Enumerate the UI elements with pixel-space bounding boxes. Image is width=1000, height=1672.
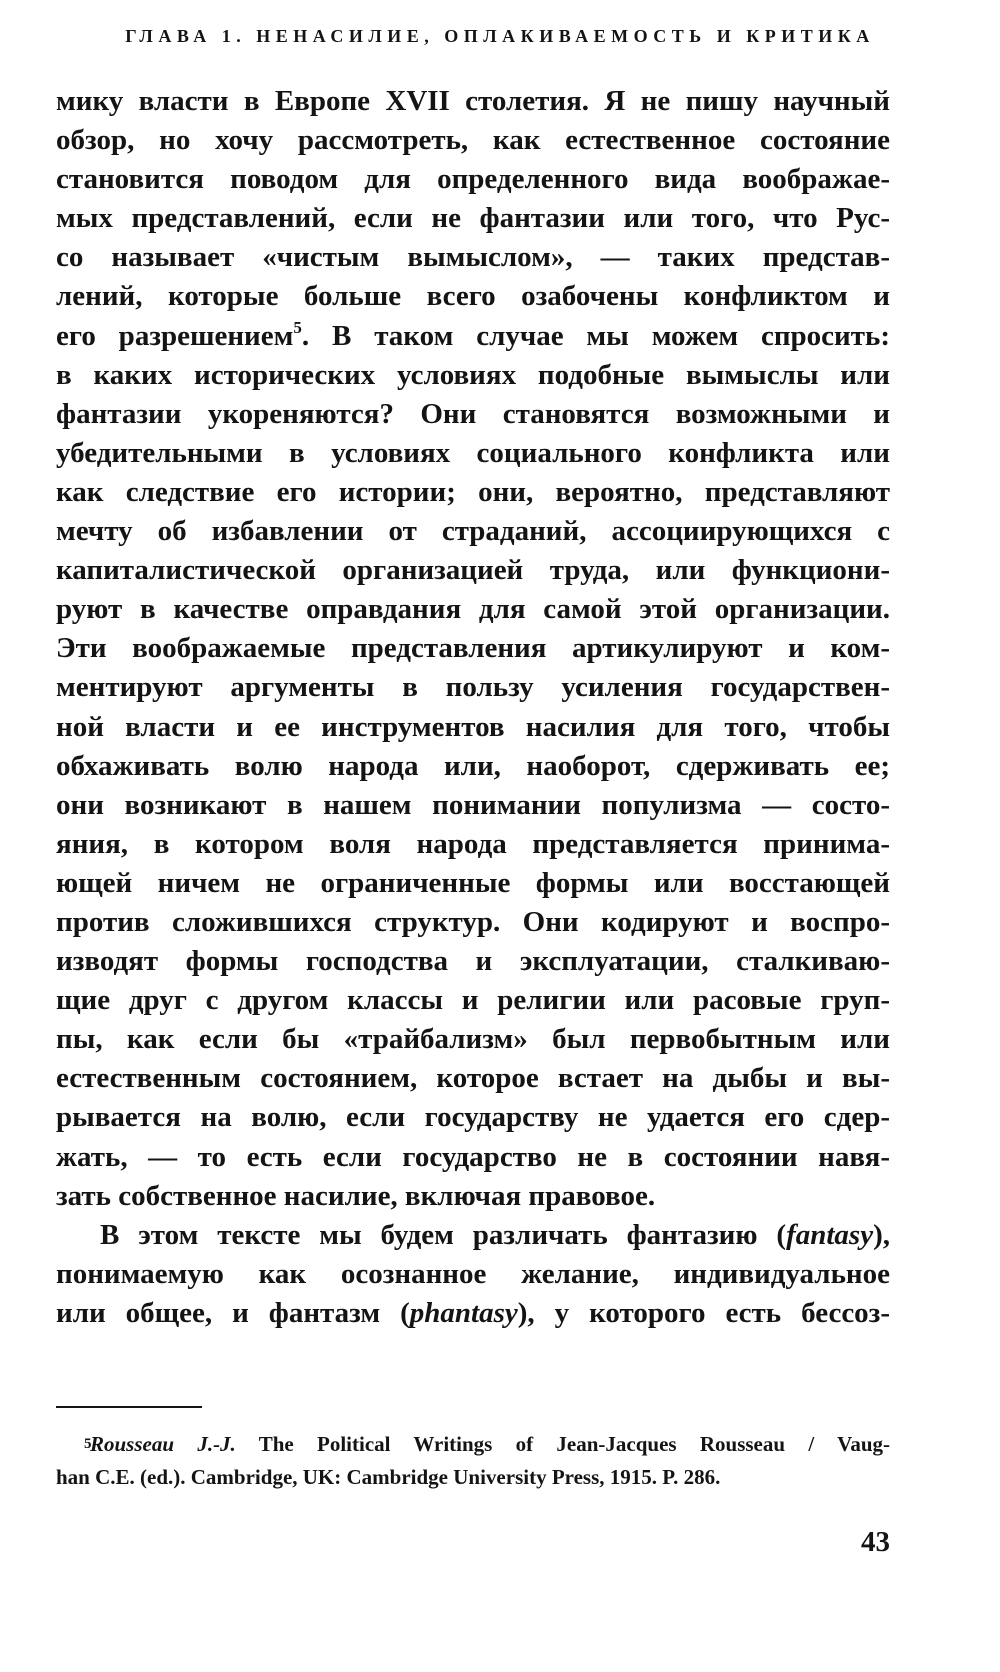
text-line: руют в качестве оправдания для самой этой организации. bbox=[56, 593, 890, 626]
text-line: обзор, но хочу рассмотреть, как естественное состояние bbox=[56, 124, 890, 157]
text-segment: ), у которого есть бессоз- bbox=[517, 1296, 890, 1329]
page-number: 43 bbox=[861, 1526, 890, 1558]
text-line: щие друг с другом классы и религии или расовые груп- bbox=[56, 984, 890, 1017]
text-line bbox=[56, 1216, 890, 1255]
text-line: мых представлений, если не фантазии или того, что Рус- bbox=[56, 202, 890, 235]
text-line: естественным состоянием, которое встает на дыбы и вы- bbox=[56, 1062, 890, 1095]
text-line: яния, в котором воля народа представляется принима- bbox=[56, 827, 890, 860]
text-line: обхаживать волю народа или, наоборот, сдерживать ее; bbox=[56, 749, 890, 782]
text-segment: его разрешением bbox=[56, 319, 294, 352]
text-line: как следствие его истории; они, вероятно, представляют bbox=[56, 475, 890, 508]
footnote-divider bbox=[56, 1406, 202, 1408]
text-line: они возникают в нашем понимании популизма — состо- bbox=[56, 788, 890, 821]
italic-term: phantasy bbox=[409, 1296, 518, 1329]
text-line: изводят формы господства и эксплуатации, сталкиваю- bbox=[56, 945, 890, 978]
text-line: капиталистической организацией труда, или функциони- bbox=[56, 554, 890, 587]
text-line: убедительными в условиях социального конфликта или bbox=[56, 436, 890, 469]
text-segment: ), bbox=[873, 1218, 890, 1251]
text-line: ной власти и ее инструментов насилия для того, чтобы bbox=[56, 710, 890, 743]
footnote-author: Rousseau J.-J. bbox=[90, 1432, 236, 1456]
footnote-text: The Political Writings of Jean-Jacques Rousseau / Vaug- bbox=[235, 1432, 890, 1456]
text-line: зать собственное насилие, включая правовое. bbox=[56, 1179, 656, 1212]
text-line: пы, как если бы «трайбализм» был первобытным или bbox=[56, 1023, 890, 1056]
footnote-number: 5 bbox=[84, 1436, 92, 1452]
text-line: в каких исторических условиях подобные вымыслы или bbox=[56, 358, 890, 391]
text-line: против сложившихся структур. Они кодируют и воспро- bbox=[56, 905, 890, 938]
italic-term: fantasy bbox=[786, 1218, 874, 1251]
text-line bbox=[56, 317, 890, 356]
text-line: фантазии укореняются? Они становятся возможными и bbox=[56, 397, 890, 430]
text-segment: В этом тексте мы будем различать фантазию ( bbox=[100, 1218, 787, 1251]
running-head: ГЛАВА 1. НЕНАСИЛИЕ, ОПЛАКИВАЕМОСТЬ И КРИТИКА bbox=[125, 26, 875, 46]
text-line: Эти воображаемые представления артикулируют и ком- bbox=[56, 632, 890, 665]
text-line: жать, — то есть если государство не в состоянии навя- bbox=[56, 1140, 890, 1173]
footnote-reference[interactable]: 5 bbox=[293, 317, 302, 337]
body-text bbox=[56, 82, 890, 1333]
text-line: лений, которые больше всего озабочены конфликтом и bbox=[56, 280, 890, 313]
text-segment: или общее, и фантазм ( bbox=[56, 1296, 410, 1329]
text-line bbox=[56, 1294, 890, 1333]
text-line: мику власти в Европе XVII столетия. Я не пишу научный bbox=[56, 85, 890, 117]
footnote-line bbox=[56, 1428, 890, 1461]
text-segment: . В таком случае мы можем спросить: bbox=[301, 319, 891, 352]
text-line: становится поводом для определенного вида воображае- bbox=[56, 163, 890, 196]
text-line: понимаемую как осознанное желание, индивидуальное bbox=[56, 1257, 890, 1290]
text-line: со называет «чистым вымыслом», — таких представ- bbox=[56, 241, 890, 274]
text-line: ментируют аргументы в пользу усиления государствен- bbox=[56, 671, 890, 704]
footnote-line: han C.E. (ed.). Cambridge, UK: Cambridge University Press, 1915. P. 286. bbox=[56, 1465, 721, 1489]
footnote bbox=[56, 1428, 890, 1494]
text-line: ющей ничем не ограниченные формы или восстающей bbox=[56, 866, 890, 899]
text-line: рывается на волю, если государству не удается его сдер- bbox=[56, 1101, 890, 1134]
text-line: мечту об избавлении от страданий, ассоциирующихся с bbox=[56, 515, 890, 548]
